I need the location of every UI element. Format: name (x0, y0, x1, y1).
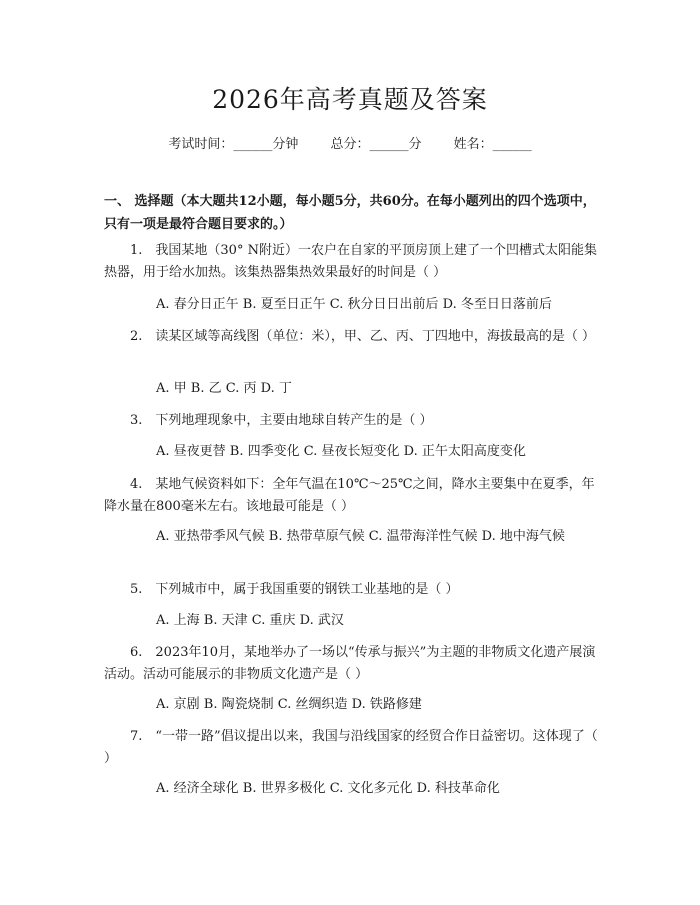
page-title: 2026年高考真题及答案 (212, 85, 488, 114)
total-score-field: 总分：______分 (330, 137, 422, 152)
exam-meta (0, 133, 700, 152)
question-1-options: A. 春分日正午 B. 夏至日正午 C. 秋分日日出前后 D. 冬至日日落前后 (156, 297, 552, 312)
question-2: 2. 读某区域等高线图（单位：米），甲、乙、丙、丁四地中，海拔最高的是（ ） (130, 329, 596, 344)
question-3: 3. 下列地理现象中，主要由地球自转产生的是（ ） (130, 413, 433, 428)
question-6: 6. 2023年10月，某地举办了一场以“传承与振兴”为主题的非物质文化遗产展演活动。活动可能展示的非物质文化遗产是（ ） (104, 645, 596, 682)
question-4-options: A. 亚热带季风气候 B. 热带草原气候 C. 温带海洋性气候 D. 地中海气候 (156, 529, 565, 544)
question-5-options: A. 上海 B. 天津 C. 重庆 D. 武汉 (156, 613, 344, 628)
question-6-options: A. 京剧 B. 陶瓷烧制 C. 丝绸织造 D. 铁路修建 (156, 697, 422, 712)
name-field: 姓名：______ (453, 137, 532, 152)
question-4: 4. 某地气候资料如下：全年气温在10℃～25℃之间，降水主要集中在夏季，年降水量在800毫米左右。该地最可能是（ ） (104, 477, 595, 514)
question-5: 5. 下列城市中，属于我国重要的钢铁工业基地的是（ ） (130, 582, 459, 597)
question-3-options: A. 昼夜更替 B. 四季变化 C. 昼夜长短变化 D. 正午太阳高度变化 (156, 444, 526, 459)
question-7-options: A. 经济全球化 B. 世界多极化 C. 文化多元化 D. 科技革命化 (156, 781, 500, 796)
exam-time-field: 考试时间：______分钟 (168, 137, 299, 152)
question-7: 7. “一带一路”倡议提出以来，我国与沿线国家的经贸合作日益密切。这体现了（ ） (104, 729, 598, 766)
question-1: 1. 我国某地（30° N附近）一农户在自家的平顶房顶上建了一个凹槽式太阳能集热器，用于给水加热。该集热器集热效果最好的时间是（ ） (104, 243, 597, 280)
question-2-options: A. 甲 B. 乙 C. 丙 D. 丁 (156, 381, 292, 396)
section-heading: 一、 选择题（本大题共12小题，每小题5分，共60分。在每小题列出的四个选项中，只有一项是最符合题目要求的。） (104, 194, 596, 232)
